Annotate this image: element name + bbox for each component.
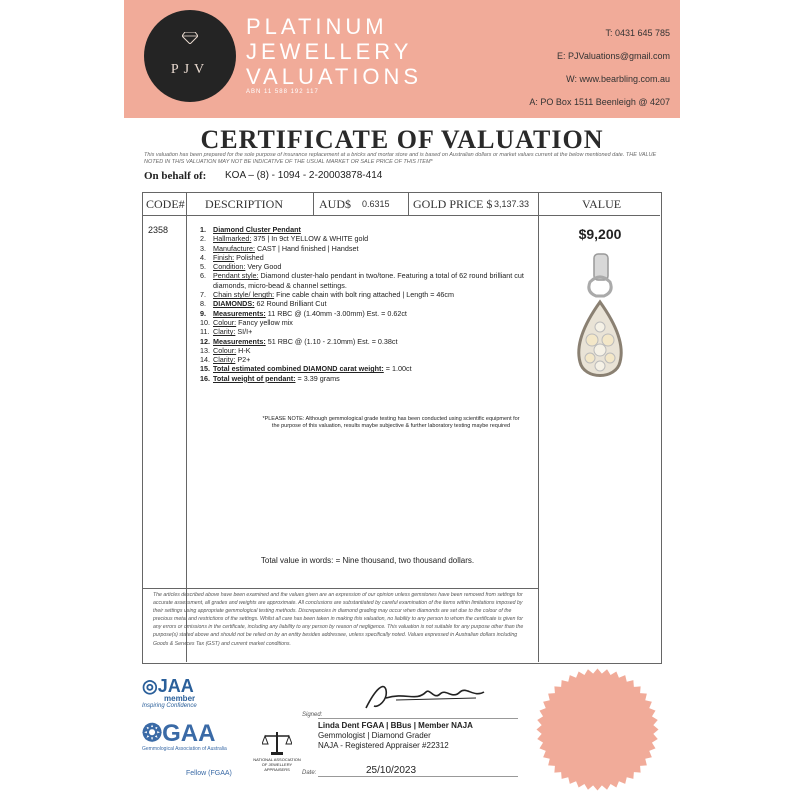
globe-icon: ◎	[142, 676, 158, 696]
gaa-logo: ❂GAA Gemmological Association of Australia Fellow (FGAA)	[142, 720, 232, 777]
lab-note: *PLEASE NOTE: Although gemmological grade testing has been conducted using scientific equipment for the purpose of this valuation, results maybe subjective & further laboratory testing maybe required	[262, 416, 520, 429]
disclaimer: This valuation has been prepared for the sole purpose of insurance replacement at a bricks and mortar store and is based on Australian dollars or market values current at the below mentioned date. THE VALUE NOTED IN THIS VALUATION MAY NOT BE INDICATIVE OF THE USUAL MARKET OR SALE PRICE OF THIS ITEM*	[144, 152, 657, 165]
list-item: 13. Colour: H-K	[200, 345, 251, 355]
list-item: 3. Manufacture: CAST | Hand finished | Handset	[200, 243, 359, 253]
item-code: 2358	[148, 225, 169, 235]
official-seal	[535, 667, 660, 792]
list-item: 14. Clarity: P2+	[200, 355, 251, 365]
scales-icon	[262, 730, 292, 756]
total-in-words: Total value in words: = Nine thousand, two thousand dollars.	[260, 556, 475, 565]
page-title: CERTIFICATE OF VALUATION	[200, 125, 604, 154]
value-header: VALUE	[582, 197, 622, 211]
website: W: www.bearbling.com.au	[566, 74, 670, 84]
aud-label: AUD$	[319, 197, 351, 211]
list-item: 1. Diamond Cluster Pendant	[200, 225, 301, 234]
list-item: 12. Measurements: 51 RBC @ (1.10 - 2.10mm) Est. = 0.38ct	[200, 336, 398, 346]
code-header: CODE#	[146, 197, 185, 211]
abn-number: ABN 11 588 192 117	[246, 89, 319, 95]
aud-value: 0.6315	[362, 199, 390, 209]
phone: T: 0431 645 785	[605, 28, 670, 38]
list-item: 6. Pendant style: Diamond cluster-halo pendant in two/tone. Featuring a total of 62 round brilliant cut diamonds, micro-bead & channel settings.	[200, 271, 524, 290]
signer-title: Gemmologist | Diamond Grader	[318, 731, 431, 740]
signer-name: Linda Dent FGAA | BBus | Member NAJA	[318, 721, 473, 730]
gem-icon	[182, 32, 198, 44]
seal-shape	[537, 669, 659, 791]
signed-label: Signed:	[302, 712, 323, 718]
list-item: 4. Finish: Polished	[200, 252, 264, 262]
list-item: 10. Colour: Fancy yellow mix	[200, 317, 293, 327]
list-item: 16. Total weight of pendant: = 3.39 grams	[200, 373, 340, 383]
signer-details	[318, 721, 473, 751]
najaa-logo: NATIONAL ASSOCIATION OF JEWELLERY APPRAISERS	[252, 730, 302, 772]
description-header: DESCRIPTION	[205, 197, 284, 211]
brand-line-2: JEWELLERY	[246, 39, 413, 64]
list-item: 11. Clarity: SI/I+	[200, 327, 253, 337]
behalf-label: On behalf of:	[144, 170, 207, 182]
list-item: 8. DIAMONDS: 62 Round Brilliant Cut	[200, 299, 327, 309]
pendant-image	[570, 252, 630, 392]
divider	[142, 588, 538, 589]
company-logo	[144, 10, 236, 102]
gaa-emblem-icon: ❂	[142, 720, 163, 747]
signer-registration: NAJA - Registered Appraiser #22312	[318, 741, 449, 750]
description-list	[200, 225, 535, 383]
gold-price-label: GOLD PRICE $	[413, 197, 493, 211]
address: A: PO Box 1511 Beenleigh @ 4207	[529, 97, 670, 107]
email: E: PJValuations@gmail.com	[556, 51, 670, 61]
list-item: 9. Measurements: 11 RBC @ (1.40mm -3.00mm) Est. = 0.62ct	[200, 308, 407, 318]
divider	[313, 192, 314, 215]
item-value: $9,200	[578, 226, 622, 242]
divider	[538, 192, 539, 662]
list-item: 5. Condition: Very Good	[200, 262, 282, 272]
signature	[356, 678, 496, 714]
date-value: 25/10/2023	[366, 765, 417, 776]
date-label: Date:	[302, 770, 317, 776]
list-item: 2. Hallmarked: 375 | In 9ct YELLOW & WHITE gold	[200, 234, 369, 244]
divider	[408, 192, 409, 215]
contact-details	[529, 22, 670, 114]
logo-letters: PJV	[170, 62, 210, 77]
gold-price-value: 3,137.33	[494, 199, 530, 209]
list-item: 7. Chain style/ length: Fine cable chain with bolt ring attached | Length = 46cm	[200, 290, 455, 300]
brand-line-3: VALUATIONS	[246, 64, 423, 89]
item-title: Diamond Cluster Pendant	[213, 225, 301, 234]
brand-line-1: PLATINUM	[246, 14, 388, 39]
brand-name	[246, 14, 422, 89]
legal-footnote: The articles described above have been examined and the values given are an expression of our opinion unless gemstones have been removed from settings for accurate assessment, all grades and weights are approximate. All conclusions are substantiated by careful examination of the items within limitations imposed by their settings using appropriate gemmological testing methods. Discrepancies in diamond grading may occur when diamonds are set due to the colour of the precious metal and restrictions of the settings. Whilst all care has been taken in making this valuation, no liability to any person to whom the certificate is given for any errors or omissions in the certificate, including any liability to any person by reason of negligence. This valuation is not suitable for any purpose other than the purpose(s) stated above and should not be relied on by an entity besides addressee, unless specifically noted. Values expressed in Australian dollars including Goods & Services Tax (GST) and current market conditions.	[153, 592, 524, 647]
signature-line	[318, 718, 518, 719]
date-line	[318, 776, 518, 777]
list-item: 15. Total estimated combined DIAMOND carat weight: = 1.00ct	[200, 364, 412, 374]
jaa-logo: ◎JAA member Inspiring Confidence	[142, 676, 197, 709]
behalf-value: KOA – (8) - 1094 - 2-20003878-414	[225, 170, 383, 181]
